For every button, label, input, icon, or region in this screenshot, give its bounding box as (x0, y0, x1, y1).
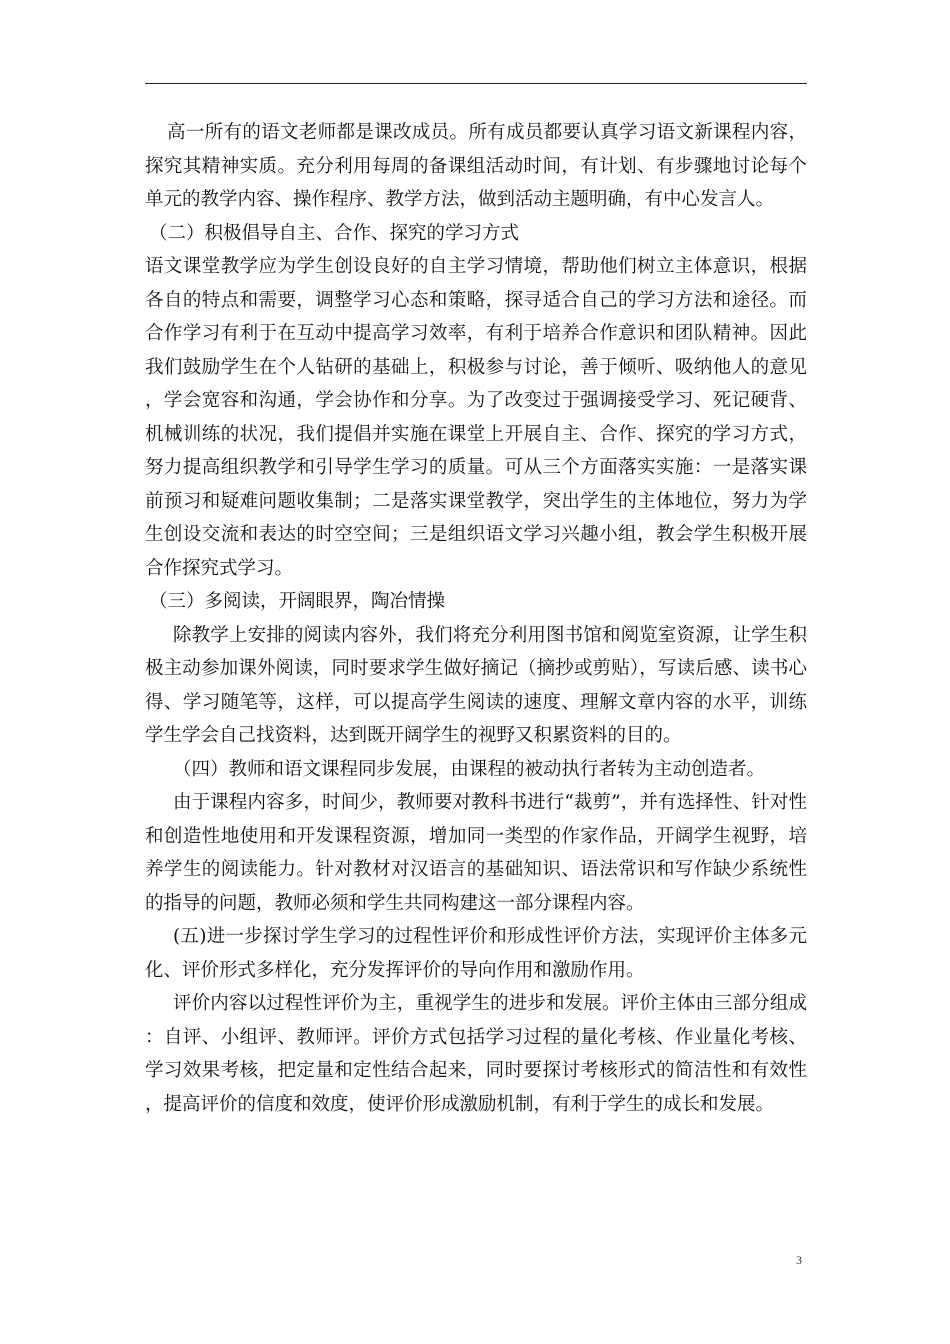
document-body (145, 116, 807, 1121)
header-rule (145, 83, 807, 84)
paragraph-evaluation: 评价内容以过程性评价为主，重视学生的进步和发展。评价主体由三部分组成：自评、小组评、教师评。评价方式包括学习过程的量化考核、作业量化考核、学习效果考核，把定量和定性结合起来，同时要探讨考核形式的简洁性和有效性，提高评价的信度和效度，使评价形成激励机制，有利于学生的成长和发展。 (145, 993, 807, 1115)
paragraph-learning-methods: 语文课堂教学应为学生创设良好的自主学习情境，帮助他们树立主体意识，根据各自的特点和需要，调整学习心态和策略，探寻适合自己的学习方法和途径。而合作学习有利于在互动中提高学习效率，有利于培养合作意识和团队精神。因此我们鼓励学生在个人钻研的基础上，积极参与讨论，善于倾听、吸纳他人的意见，学会宽容和沟通，学会协作和分享。为了改变过于强调接受学习、死记硬背、机械训练的状况，我们提倡并实施在课堂上开展自主、合作、探究的学习方式，努力提高组织教学和引导学生学习的质量。可从三个方面落实实施：一是落实课前预习和疑难问题收集制；二是落实课堂教学，突出学生的主体地位，努力为学生创设交流和表达的时空空间；三是组织语文学习兴趣小组，教会学生积极开展合作探究式学习。 (145, 256, 807, 579)
paragraph-teacher-development: 由于课程内容多，时间少，教师要对教科书进行“裁剪”，并有选择性、针对性和创造性地使用和开发课程资源，增加同一类型的作家作品，开阔学生视野，培养学生的阅读能力。针对教材对汉语言的基础知识、语法常识和写作缺少系统性的指导的问题，教师必须和学生共同构建这一部分课程内容。 (145, 792, 807, 914)
page-number: 3 (796, 1253, 802, 1267)
section-heading-5: (五)进一步探讨学生学习的过程性评价和形成性评价方法，实现评价主体多元化、评价形式多样化，充分发挥评价的导向作用和激励作用。 (145, 926, 807, 981)
section-heading-2: （二）积极倡导自主、合作、探究的学习方式 (149, 222, 520, 244)
section-heading-3: （三）多阅读，开阔眼界，陶冶情操 (149, 591, 446, 612)
paragraph-reading: 除教学上安排的阅读内容外，我们将充分利用图书馆和阅览室资源，让学生积极主动参加课外阅读，同时要求学生做好摘记（摘抄或剪贴），写读后感、读书心得、学习随笔等，这样，可以提高学生阅读的速度、理解文章内容的水平，训练学生学会自己找资料，达到既开阔学生的视野又积累资料的目的。 (145, 624, 807, 746)
section-heading-4: （四）教师和语文课程同步发展，由课程的被动执行者转为主动创造者。 (173, 758, 766, 780)
paragraph-curriculum-team: 高一所有的语文老师都是课改成员。所有成员都要认真学习语文新课程内容，探究其精神实质。充分利用每周的备课组活动时间，有计划、有步骤地讨论每个单元的教学内容、操作程序、教学方法，做到活动主题明确，有中心发言人。 (145, 122, 807, 210)
